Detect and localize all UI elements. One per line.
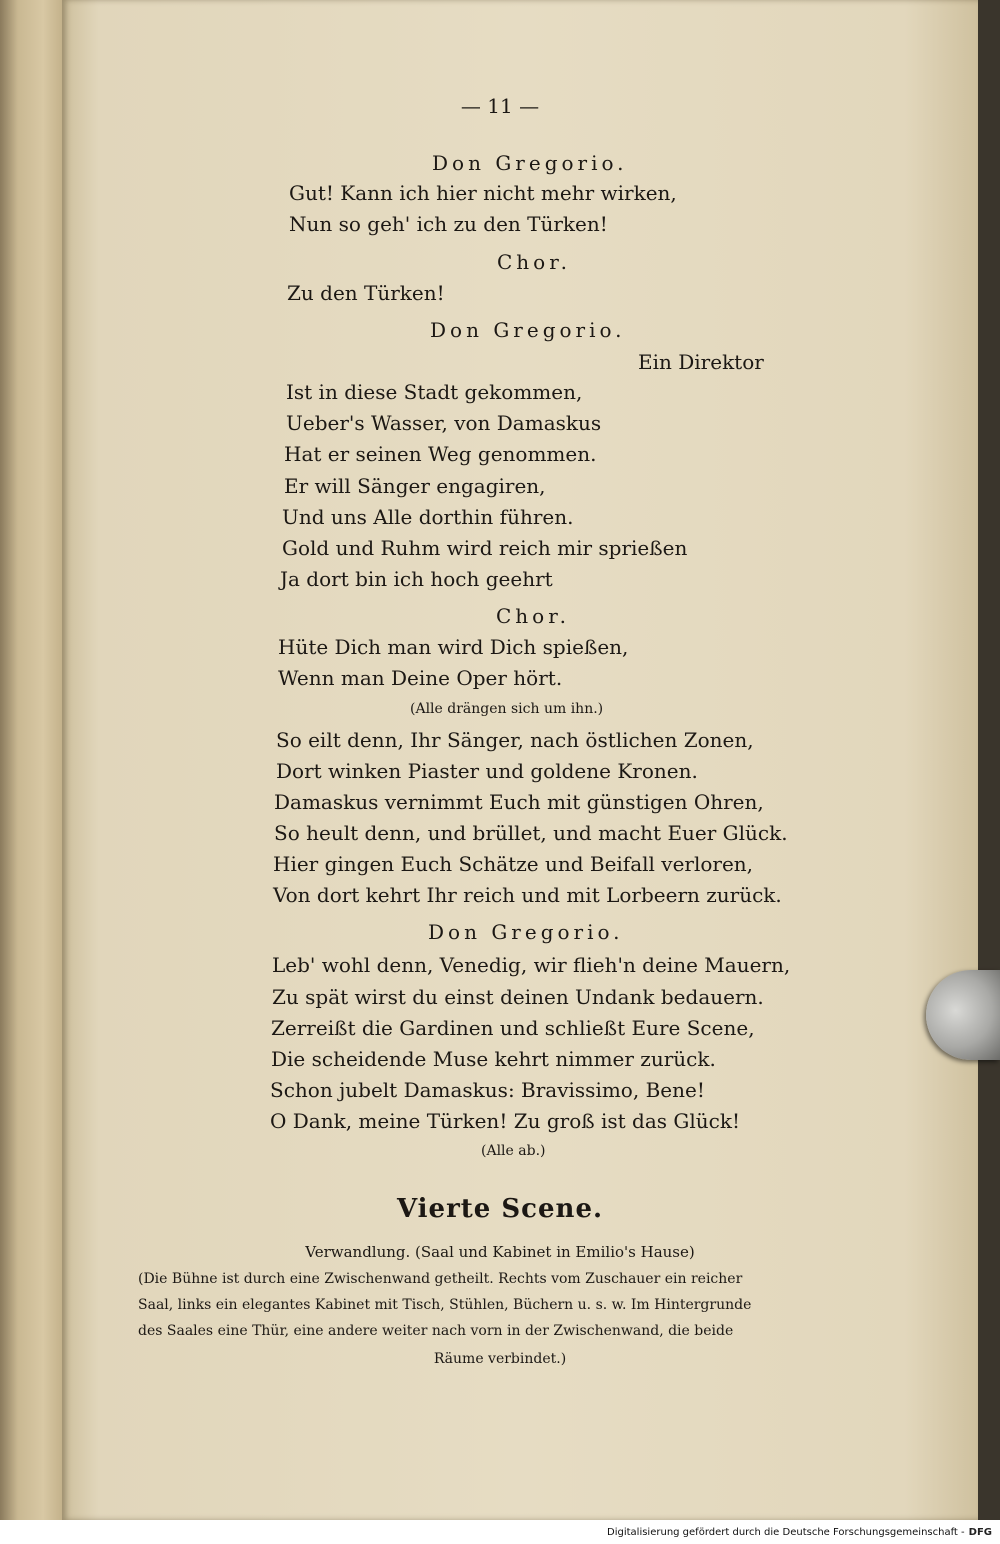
verse-line: Leb' wohl denn, Venedig, wir flieh'n deine Mauern, [272,953,791,977]
speaker-name: Chor. [496,604,570,628]
speaker-name: Chor. [497,250,571,274]
verse-line: Ist in diese Stadt gekommen, [286,380,583,404]
verse-line: So eilt denn, Ihr Sänger, nach östlichen Zonen, [276,728,754,752]
stage-direction-line: Saal, links ein elegantes Kabinet mit Tisch, Stühlen, Büchern u. s. w. Im Hintergrunde [138,1297,752,1313]
verse-line: Hier gingen Euch Schätze und Beifall verloren, [273,852,754,876]
speaker-name: Don Gregorio. [428,920,624,944]
dfg-logo: DFG [968,1526,992,1538]
verse-line: Schon jubelt Damaskus: Bravissimo, Bene! [270,1078,705,1102]
footer-credit: Digitalisierung gefördert durch die Deutsche Forschungsgemeinschaft - [607,1526,965,1538]
verse-line: Ueber's Wasser, von Damaskus [286,411,602,435]
page-number: — 11 — [460,94,540,118]
scene-heading: Vierte Scene. [396,1194,604,1224]
digitization-footer [0,1520,1000,1544]
scan-background-strip [978,0,1000,1520]
verse-line: So heult denn, und brüllet, und macht Euer Glück. [274,821,788,845]
verse-line: Wenn man Deine Oper hört. [278,666,563,690]
stage-direction-line: des Saales eine Thür, eine andere weiter nach vorn in der Zwischenwand, die beide [138,1323,734,1339]
speaker-name: Don Gregorio. [430,318,626,342]
transformation-direction: Verwandlung. (Saal und Kabinet in Emilio's Hause) [305,1243,695,1261]
verse-line: Gold und Ruhm wird reich mir sprießen [282,536,688,560]
verse-line: Ein Direktor [638,350,764,374]
stage-direction-line: Räume verbindet.) [433,1351,567,1367]
verse-line: Gut! Kann ich hier nicht mehr wirken, [289,181,677,205]
verse-line: O Dank, meine Türken! Zu groß ist das Glück! [270,1109,740,1133]
verse-line: Nun so geh' ich zu den Türken! [289,212,608,236]
verse-line: Von dort kehrt Ihr reich und mit Lorbeern zurück. [273,883,782,907]
verse-line: Ja dort bin ich hoch geehrt [280,567,553,591]
stage-direction-inline: (Alle drängen sich um ihn.) [410,701,604,717]
verse-line: Er will Sänger engagiren, [284,474,546,498]
verse-line: Damaskus vernimmt Euch mit günstigen Ohren, [274,790,764,814]
verse-line: Zu spät wirst du einst deinen Undank bedauern. [272,985,764,1009]
verse-line: Die scheidende Muse kehrt nimmer zurück. [271,1047,716,1071]
verse-line: Zerreißt die Gardinen und schließt Eure Scene, [271,1016,755,1040]
exit-direction: (Alle ab.) [481,1143,546,1159]
speaker-name: Don Gregorio. [432,151,628,175]
verse-line: Und uns Alle dorthin führen. [282,505,574,529]
stage-direction-line: (Die Bühne ist durch eine Zwischenwand getheilt. Rechts vom Zuschauer ein reicher [138,1271,743,1287]
verse-line: Hüte Dich man wird Dich spießen, [278,635,629,659]
verse-line: Dort winken Piaster und goldene Kronen. [276,759,698,783]
verse-line: Hat er seinen Weg genommen. [284,442,597,466]
verse-line: Zu den Türken! [287,281,445,305]
